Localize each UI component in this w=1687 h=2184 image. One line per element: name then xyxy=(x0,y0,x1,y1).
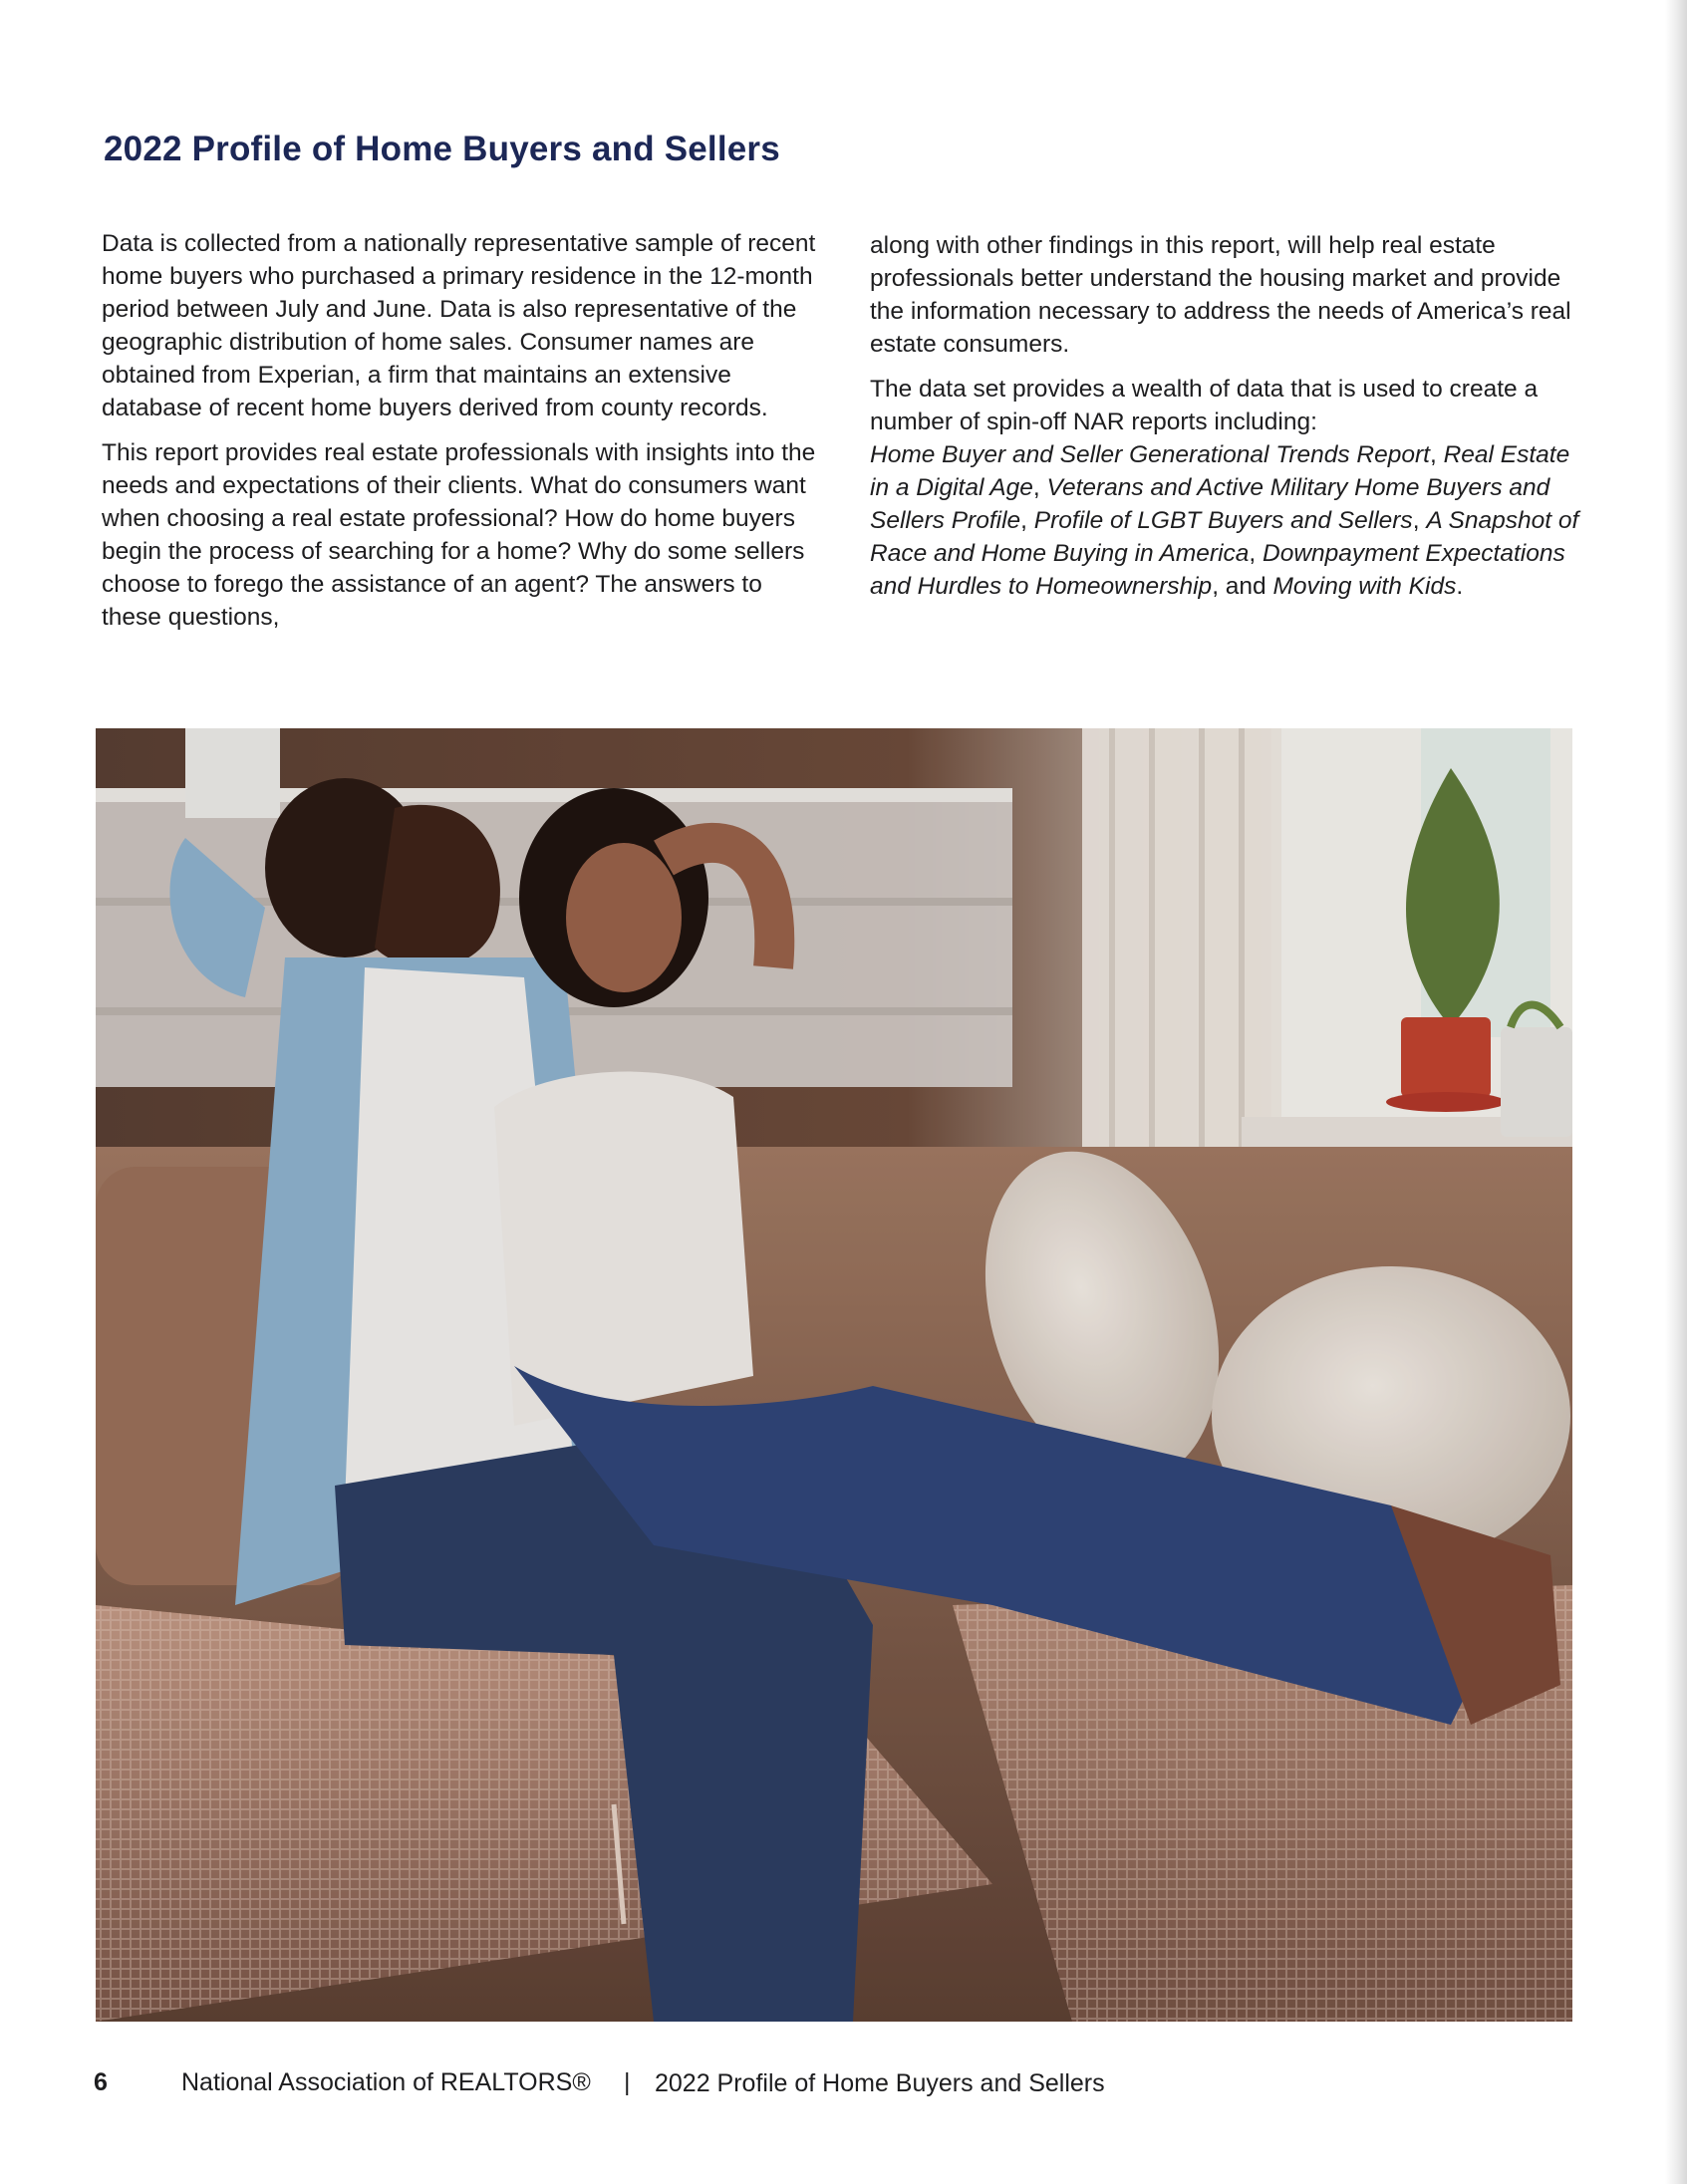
couple-on-sofa-photo xyxy=(96,728,1572,2022)
report-title: Moving with Kids xyxy=(1272,573,1457,600)
report-title: A Snapshot of Race and Home Buying in America xyxy=(870,507,1579,567)
page-title: 2022 Profile of Home Buyers and Sellers xyxy=(104,130,780,168)
right-column xyxy=(870,229,1591,613)
paragraph-spin-off-reports xyxy=(870,373,1591,603)
report-title: Downpayment Expectations and Hurdles to Homeownership xyxy=(870,540,1565,600)
and-separator: , and xyxy=(1212,573,1273,600)
spin-off-intro: The data set provides a wealth of data that is used to create a number of spin-off NAR reports including: xyxy=(870,376,1539,435)
comma: , xyxy=(1412,507,1427,534)
left-column xyxy=(102,227,823,646)
comma: , xyxy=(1020,507,1034,534)
report-title: Real Estate in a Digital Age xyxy=(870,441,1570,501)
report-title: Veterans and Active Military Home Buyers and Sellers Profile xyxy=(870,474,1550,534)
report-title: Profile of LGBT Buyers and Sellers xyxy=(1033,507,1413,534)
footer-organization: National Association of REALTORS® xyxy=(181,2068,591,2096)
scan-edge xyxy=(1665,0,1687,2184)
comma: , xyxy=(1249,540,1264,567)
paragraph-report-purpose: This report provides real estate professionals with insights into the needs and expectations of their clients. What do consumers want when choosing a real estate professional? How do home buyers begin the process of searching for a home? Why do some sellers choose to forego the assistance of an agent? The answers to these questions, xyxy=(102,439,816,631)
report-title: Home Buyer and Seller Generational Trends Report xyxy=(870,441,1430,468)
footer-report-title: 2022 Profile of Home Buyers and Sellers xyxy=(655,2069,1105,2097)
page-number: 6 xyxy=(94,2068,108,2096)
paragraph-findings: along with other findings in this report, will help real estate professionals better understand the housing market and provide the information necessary to address the needs of America’s real estate consumers. xyxy=(870,232,1571,358)
paragraph-methodology: Data is collected from a nationally representative sample of recent home buyers who purchased a primary residence in the 12-month period between July and June. Data is also representative of the geographic distribution of home sales. Consumer names are obtained from Experian, a firm that maintains an extensive database of recent home buyers derived from county records. xyxy=(102,230,816,421)
period: . xyxy=(1456,573,1464,600)
footer-separator: | xyxy=(624,2068,631,2096)
comma: , xyxy=(1032,474,1047,501)
page-footer xyxy=(0,2068,1687,2108)
comma: , xyxy=(1429,441,1444,468)
